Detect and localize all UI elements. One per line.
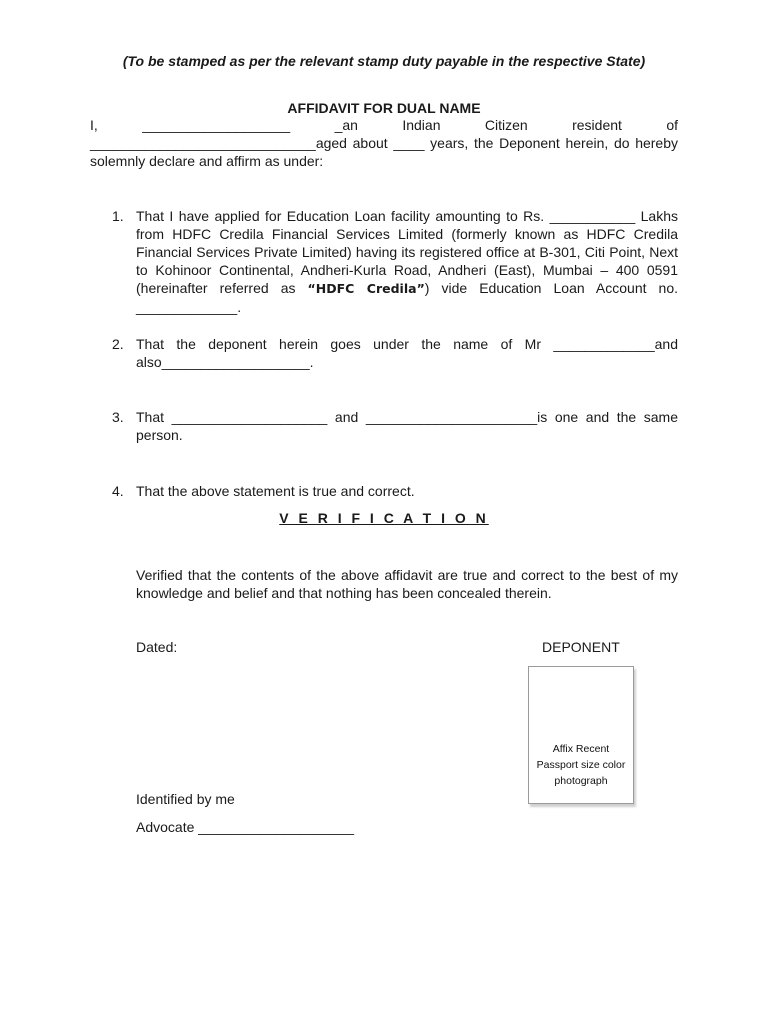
- intro-rest: years, the Deponent herein, do hereby solemnly declare and affirm as under:: [90, 135, 679, 169]
- list-item-3: [112, 408, 678, 444]
- photo-line-2: Passport size color: [536, 759, 626, 771]
- intro-i: I,: [90, 117, 98, 133]
- item-2-text-a: That the deponent herein goes under the name of Mr _____________and: [136, 336, 678, 352]
- list-item-4: [112, 482, 678, 500]
- verification-heading: V E R I F I C A T I O N: [279, 510, 489, 526]
- deponent-label: DEPONENT: [542, 639, 620, 655]
- photo-placeholder-box: [528, 666, 634, 804]
- item-text: [136, 408, 678, 444]
- item-3-text-a: That ____________________ and ______________________is one and the same: [136, 409, 678, 425]
- affidavit-title: AFFIDAVIT FOR DUAL NAME: [287, 100, 481, 116]
- item-text: [136, 335, 678, 371]
- photo-line-1: Affix Recent: [552, 743, 610, 755]
- intro-indian-citizen: _an Indian Citizen resident of: [334, 117, 679, 133]
- intro-aged-about: aged about: [315, 135, 388, 151]
- item-number: 2.: [112, 336, 124, 352]
- item-1-text-a: That I have applied for Education Loan facility amounting to Rs. ___________ Lakhs from HDFC Credila Financial Services Limited (formerly known as HDFC Credila Financial Services Private Limited) having its registered office at B-301, Citi Point, Next to Kohinoor Continental, Andheri-Kurla Road, Andheri (East), Mumbai – 400 0591 (hereinafter referred as: [136, 208, 678, 296]
- photo-instruction: [529, 741, 633, 789]
- residence-blank: _____________________________: [90, 135, 316, 151]
- item-3-text-b: person.: [136, 427, 183, 443]
- intro-line-1: [90, 116, 678, 134]
- item-number: 1.: [112, 208, 124, 224]
- list-item-2: [112, 335, 678, 371]
- list-item-1: [112, 207, 678, 316]
- hdfc-credila-bold: “HDFC Credila”: [307, 281, 425, 296]
- item-1-text-b: ) vide Education Loan Account no. _____________.: [136, 280, 679, 315]
- identified-by-label: Identified by me: [136, 791, 235, 807]
- dated-label: Dated:: [136, 639, 178, 655]
- intro-paragraph: [90, 116, 678, 170]
- item-4-text-a: That the above statement is true and correct.: [136, 483, 415, 499]
- item-2-text-b: also___________________.: [136, 354, 314, 370]
- item-number: 4.: [112, 483, 124, 499]
- item-number: 3.: [112, 409, 124, 425]
- intro-line-2: [90, 134, 678, 170]
- name-blank: ___________________: [142, 117, 291, 133]
- stamp-duty-note: (To be stamped as per the relevant stamp duty payable in the respective State): [122, 53, 646, 69]
- item-text: [136, 207, 678, 316]
- verification-paragraph: Verified that the contents of the above affidavit are true and correct to the best of my knowledge and belief and that nothing has been concealed therein.: [136, 567, 678, 601]
- age-blank: ____: [393, 135, 425, 151]
- photo-line-3: photograph: [554, 775, 608, 787]
- item-text: [136, 482, 678, 500]
- advocate-signature-line: Advocate ____________________: [136, 819, 354, 835]
